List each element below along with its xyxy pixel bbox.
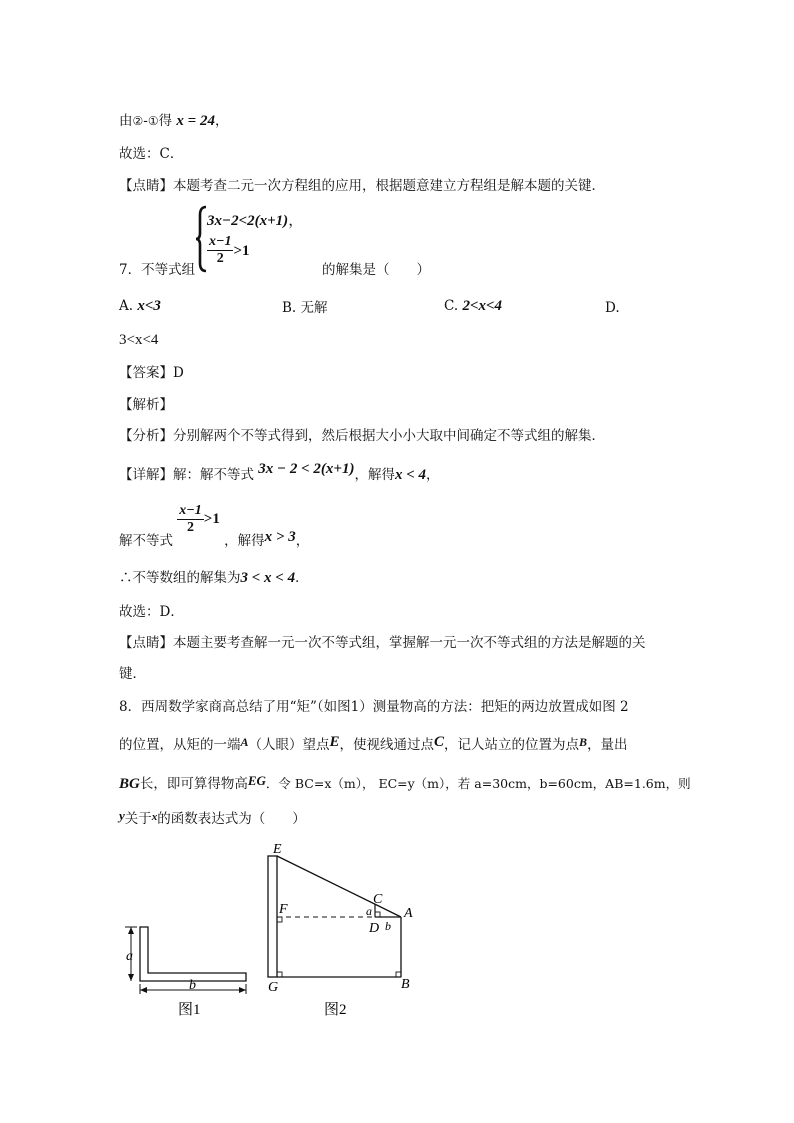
fenxi-text: 分别解两个不等式得到，然后根据大小小大取中间确定不等式组的解集． bbox=[173, 428, 605, 444]
text: 关于 bbox=[124, 811, 152, 827]
label-F: F bbox=[279, 902, 288, 917]
variable: x bbox=[151, 811, 158, 823]
q7-stem-suffix: 的解集是（ ） bbox=[322, 262, 430, 278]
option-label: B. bbox=[282, 300, 297, 316]
figure-1-caption: 图1 bbox=[178, 1002, 201, 1018]
q7-answer: 【答案】D bbox=[119, 365, 184, 381]
arrow-left-icon bbox=[140, 987, 147, 993]
sight-line-EA bbox=[277, 856, 401, 917]
pole bbox=[268, 856, 277, 977]
equation: x = 24 bbox=[176, 113, 215, 129]
q7-comment-cont: 键． bbox=[119, 666, 146, 682]
label-D: D bbox=[369, 921, 380, 936]
label-a: a bbox=[126, 949, 133, 964]
text: ． bbox=[295, 570, 309, 586]
result: x > 3 bbox=[264, 529, 296, 545]
solution-set: 3 < x < 4 bbox=[240, 570, 296, 586]
text: ， bbox=[426, 467, 440, 483]
text: ，使视线通过点 bbox=[339, 737, 435, 753]
segment-label: BG bbox=[119, 776, 140, 792]
q7-stem-prefix: 7．不等式组 bbox=[119, 262, 196, 278]
text: 长，即可算得物高 bbox=[139, 776, 248, 792]
variable: y bbox=[119, 808, 125, 823]
text: 由 bbox=[119, 113, 133, 129]
tag: 【分析】 bbox=[119, 428, 173, 444]
label-b: b bbox=[385, 919, 391, 933]
text: ．令 BC=x（m）， EC=y（m），若 a=30cm，b=60cm，AB=1.6m，则 bbox=[265, 776, 691, 791]
result: x < 4 bbox=[394, 467, 427, 483]
q7-choice: 故选：D． bbox=[119, 604, 184, 620]
text: 的位置，从矩的一端 bbox=[119, 737, 241, 753]
relation: >1 bbox=[203, 511, 220, 527]
point-label: C bbox=[434, 734, 445, 750]
text: 的函数表达式为（ ） bbox=[157, 811, 306, 827]
circled-1: ① bbox=[147, 114, 159, 128]
tag: 【点睛】 bbox=[119, 635, 173, 651]
comma: ， bbox=[288, 213, 304, 229]
inequality-1: 3x−2<2(x+1) bbox=[207, 213, 289, 229]
label-A: A bbox=[404, 906, 413, 921]
q7-analysis-tag: 【解析】 bbox=[119, 397, 173, 413]
ruler-shape bbox=[140, 927, 246, 981]
label-a: a bbox=[366, 904, 372, 918]
denominator: 2 bbox=[216, 251, 224, 266]
text: 解不等式 bbox=[119, 533, 173, 549]
comment-text: 本题考查二元一次方程组的应用，根据题意建立方程组是解本题的关键． bbox=[173, 178, 605, 194]
inequality: 3x − 2 < 2(x+1) bbox=[258, 461, 355, 477]
segment-label: EG bbox=[247, 773, 266, 788]
option-label: C. bbox=[444, 298, 459, 314]
label-b: b bbox=[189, 978, 196, 993]
text: ，量出 bbox=[587, 737, 628, 753]
option-value: 3<x<4 bbox=[119, 332, 159, 348]
point-label: E bbox=[329, 734, 340, 750]
right-angle-D bbox=[375, 912, 380, 917]
text: ∴不等数组的解集为 bbox=[119, 570, 241, 586]
label-C: C bbox=[373, 892, 383, 907]
circled-2: ② bbox=[132, 114, 144, 128]
text: ，记人站立的位置为点 bbox=[444, 737, 580, 753]
option-value: x<3 bbox=[137, 298, 161, 314]
q6-choice: 故选：C． bbox=[119, 146, 184, 162]
option-value: 2<x<4 bbox=[462, 298, 503, 314]
label-B: B bbox=[401, 977, 410, 992]
tag: 【详解】 bbox=[119, 467, 173, 483]
text: 得 bbox=[158, 113, 173, 129]
text: ，解得 bbox=[224, 533, 265, 549]
comment-text: 本题主要考查解一元一次不等式组，掌握解一元一次不等式组的方法是解题的关 bbox=[173, 635, 646, 651]
text: ，解得 bbox=[354, 467, 395, 483]
arrow-down-icon bbox=[128, 974, 134, 981]
right-angle-F bbox=[277, 917, 282, 922]
point-label: A bbox=[240, 735, 249, 749]
option-label: A. bbox=[119, 298, 134, 314]
right-angle-G bbox=[277, 972, 282, 977]
option-value: 无解 bbox=[300, 300, 328, 316]
text: 解：解不等式 bbox=[173, 467, 254, 483]
text: （人眼）望点 bbox=[248, 737, 330, 753]
figure-2 bbox=[268, 842, 413, 1018]
text: ， bbox=[214, 113, 229, 129]
relation: >1 bbox=[233, 243, 250, 259]
figure-2-caption: 图2 bbox=[324, 1002, 347, 1018]
arrow-right-icon bbox=[239, 987, 246, 993]
numerator: x−1 bbox=[179, 503, 202, 518]
arrow-up-icon bbox=[128, 927, 134, 934]
numerator: x−1 bbox=[209, 234, 232, 249]
point-label: B bbox=[579, 735, 588, 749]
label-E: E bbox=[273, 842, 282, 857]
figure-1 bbox=[125, 927, 246, 1018]
denominator: 2 bbox=[187, 520, 195, 535]
label-G: G bbox=[268, 980, 279, 995]
tag: 【点睛】 bbox=[119, 178, 173, 194]
minus: - bbox=[143, 113, 148, 129]
text: ， bbox=[295, 533, 310, 549]
option-d-label: D. bbox=[605, 300, 620, 316]
q8-line-1: 8．西周数学家商高总结了用“矩”（如图1）测量物高的方法：把矩的两边放置成如图 2 bbox=[119, 699, 629, 715]
